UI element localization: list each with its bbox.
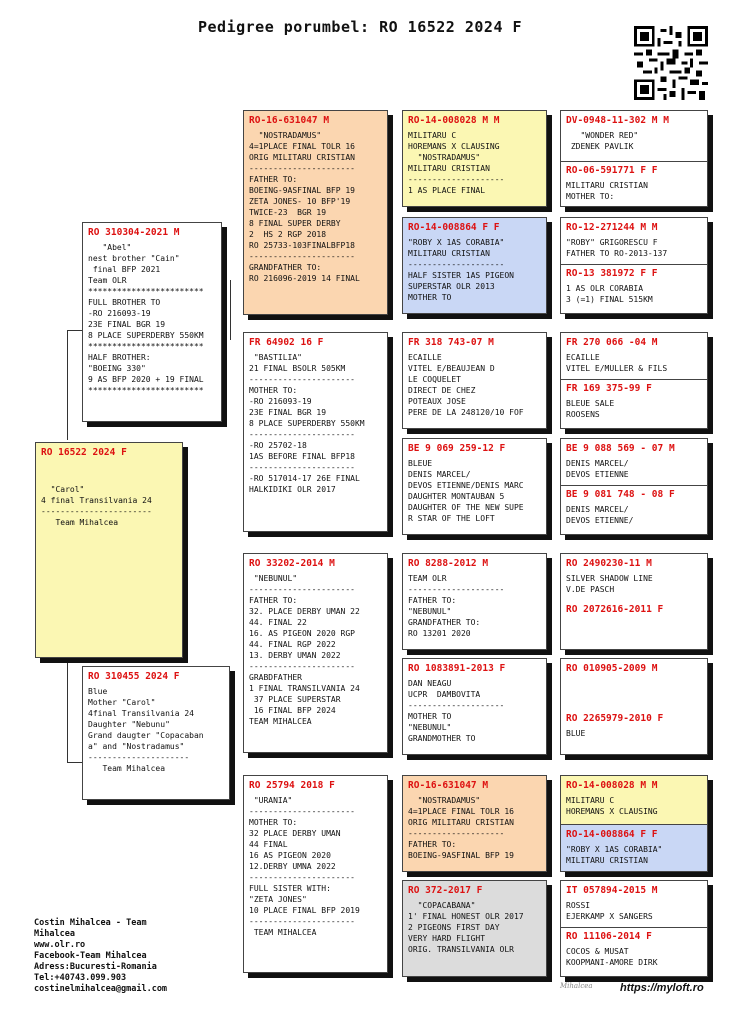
ring-number: RO 310455 2024 F <box>88 671 180 682</box>
pigeon-notes: "Carol" 4 final Transilvania 24 ----------------------- Team Mihalcea <box>41 485 152 527</box>
ring-number: RO-14-008864 F F <box>566 829 658 840</box>
pigeon-notes: BLEUE DENIS MARCEL/ DEVOS ETIENNE/DENIS MARC DAUGHTER MONTAUBAN 5 DAUGHTER OF THE NEW SUPE R STAR OF THE LOFT <box>408 459 524 523</box>
page-title: Pedigree porumbel: RO 16522 2024 F <box>198 18 523 36</box>
ring-number: RO 11106-2014 F <box>566 931 652 942</box>
ring-number: RO-06-591771 F F <box>566 165 658 176</box>
qr-code-icon <box>634 26 708 100</box>
ring-number: RO 8288-2012 M <box>408 558 489 569</box>
gen5-pair-card[interactable] <box>560 775 708 872</box>
ring-number: RO-14-008028 M M <box>408 115 500 126</box>
pigeon-notes: ROSSI EJERKAMP X SANGERS <box>566 901 653 921</box>
connector-line <box>67 762 82 763</box>
ring-number: BE 9 069 259-12 F <box>408 443 506 454</box>
pigeon-notes: ECAILLE VITEL E/BEAUJEAN D LE COQUELET DIRECT DE CHEZ POTEAUX JOSE PERE DE LA 248120/10 FOF <box>408 353 524 417</box>
ring-number: RO 16522 2024 F <box>41 447 127 458</box>
ring-number: RO-16-631047 M <box>249 115 330 126</box>
gen3-card[interactable] <box>243 110 388 315</box>
pigeon-notes: "Abel" nest brother "Cain" final BFP 2021 Team OLR ************************ FULL BROTHER TO -RO 216093-19 23E FINAL BGR 19 8 PLACE SUPERDERBY 550KM ************************ HALF BROTHER: "BOEING 330" 9 AS BFP 2020 + 19 FINAL ************************ <box>88 243 204 395</box>
subject-card[interactable] <box>35 442 183 658</box>
connector-line <box>230 280 231 340</box>
gen4-card[interactable] <box>402 438 547 535</box>
pigeon-notes: "NEBUNUL" ---------------------- FATHER TO: 32. PLACE DERBY UMAN 22 44. FINAL 22 16. AS PIGEON 2020 RGP 44. FINAL RGP 2022 13. DERBY UMAN 2022 ---------------------- GRABDFATHER 1 FINAL TRANSILVANIA 24 37 PLACE SUPERSTAR 16 FINAL BFP 2024 TEAM MIHALCEA <box>249 574 360 726</box>
pigeon-notes: 1 AS OLR CORABIA 3 (=1) FINAL 515KM <box>566 284 653 304</box>
ring-number: DV-0948-11-302 M M <box>566 115 669 126</box>
pigeon-notes: "NOSTRADAMUS" 4=1PLACE FINAL TOLR 16 ORIG MILITARU CRISTIAN -------------------- FATHER TO: BOEING-9ASFINAL BFP 19 <box>408 796 514 860</box>
gen4-card[interactable] <box>402 110 547 207</box>
ring-number: RO 372-2017 F <box>408 885 483 896</box>
pigeon-notes: Blue Mother "Carol" 4final Transilvania 24 Daughter "Nebunu" Grand daugter "Copacaban a" and "Nostradamus" --------------------- Team Mihalcea <box>88 687 204 773</box>
ring-number: FR 64902 16 F <box>249 337 324 348</box>
ring-number: RO 010905-2009 M <box>566 663 658 674</box>
ring-number: RO 2490230-11 M <box>566 558 652 569</box>
dam-card[interactable] <box>82 666 230 800</box>
gen4-card[interactable] <box>402 880 547 977</box>
pigeon-notes: DENIS MARCEL/ DEVOS ETIENNE/ <box>566 505 634 525</box>
pigeon-notes: ECAILLE VITEL E/MULLER & FILS <box>566 353 668 373</box>
pigeon-notes: "NOSTRADAMUS" 4=1PLACE FINAL TOLR 16 ORIG MILITARU CRISTIAN ---------------------- FATHER TO: BOEING-9ASFINAL BFP 19 ZETA JONES- 10 BFP'19 TWICE-23 BGR 19 8 FINAL SUPER DERBY 2 HS 2 RGP 2018 RO 25733-103FINALBFP18 ---------------------- GRANDFATHER TO: RO 216096-2019 14 FINAL <box>249 131 360 283</box>
connector-line <box>67 330 68 440</box>
gen5-pair-card[interactable] <box>560 658 708 755</box>
ring-number: RO 310304-2021 M <box>88 227 180 238</box>
website-link[interactable]: https://myloft.ro <box>620 982 704 994</box>
ring-number: RO-14-008864 F F <box>408 222 500 233</box>
pigeon-notes: DENIS MARCEL/ DEVOS ETIENNE <box>566 459 629 479</box>
gen4-card[interactable] <box>402 217 547 314</box>
gen4-card[interactable] <box>402 658 547 755</box>
ring-number: RO-16-631047 M <box>408 780 489 791</box>
pigeon-notes: MILITARU C HOREMANS X CLAUSING <box>566 796 658 816</box>
gen4-card[interactable] <box>402 775 547 872</box>
ring-number: RO 25794 2018 F <box>249 780 335 791</box>
pigeon-notes: "ROBY" GRIGORESCU F FATHER TO RO-2013-137 <box>566 238 668 258</box>
gen5-pair-card[interactable] <box>560 110 708 207</box>
gen5-pair-card[interactable] <box>560 332 708 429</box>
gen3-card[interactable] <box>243 553 388 753</box>
ring-number: FR 270 066 -04 M <box>566 337 658 348</box>
gen3-card[interactable] <box>243 332 388 532</box>
gen5-pair-card[interactable] <box>560 438 708 535</box>
gen4-card[interactable] <box>402 332 547 429</box>
ring-number: IT 057894-2015 M <box>566 885 658 896</box>
pigeon-notes: "WONDER RED" ZDENEK PAVLIK <box>570 131 639 151</box>
connector-line <box>230 700 231 780</box>
pigeon-notes: "ROBY X 1AS CORABIA" MILITARU CRISTIAN -------------------- HALF SISTER 1AS PIGEON SUPERSTAR OLR 2013 MOTHER TO <box>408 238 514 302</box>
pigeon-notes: "COPACABANA" 1' FINAL HONEST OLR 2017 2 PIGEONS FIRST DAY VERY HARD FLIGHT ORIG. TRANSILVANIA OLR <box>408 901 524 954</box>
ring-number: RO 2072616-2011 F <box>566 604 664 615</box>
gen5-pair-card[interactable] <box>560 553 708 650</box>
pigeon-notes: DAN NEAGU UCPR DAMBOVITA -------------------- MOTHER TO "NEBUNUL" GRANDMOTHER TO <box>408 679 505 743</box>
pigeon-notes: "BASTILIA" 21 FINAL BSOLR 505KM ---------------------- MOTHER TO: -RO 216093-19 23E FINAL BGR 19 8 PLACE SUPERDERBY 550KM ---------------------- -RO 25702-18 1AS BEFORE FINAL BFP18 ---------------------- -RO 517014-17 26E FINAL HALKIDIKI OLR 2017 <box>249 353 365 494</box>
pigeon-notes: "URANIA" ---------------------- MOTHER TO: 32 PLACE DERBY UMAN 44 FINAL 16 AS PIGEON 2020 12.DERBY UMNA 2022 ---------------------- FULL SISTER WITH: "ZETA JONES" 10 PLACE FINAL BFP 2019 ---------------------- TEAM MIHALCEA <box>249 796 360 937</box>
gen3-card[interactable] <box>243 775 388 973</box>
gen4-card[interactable] <box>402 553 547 650</box>
pigeon-notes: TEAM OLR -------------------- FATHER TO: "NEBUNUL" GRANDFATHER TO: RO 13201 2020 <box>408 574 505 638</box>
signature: Mihalcea <box>560 982 593 990</box>
contact-info: Costin Mihalcea - Team Mihalcea www.olr.ro Facebook-Team Mihalcea Adress:Bucuresti-Romania Tel:+40743.099.903 costinelmihalcea@gmail.com <box>34 918 168 994</box>
ring-number: RO 33202-2014 M <box>249 558 335 569</box>
pigeon-notes: SILVER SHADOW LINE V.DE PASCH <box>566 574 653 594</box>
pigeon-notes: MILITARU C HOREMANS X CLAUSING "NOSTRADAMUS" MILITARU CRISTIAN -------------------- 1 AS PLACE FINAL <box>408 131 505 195</box>
gen5-pair-card[interactable] <box>560 880 708 977</box>
ring-number: BE 9 081 748 - 08 F <box>566 489 675 500</box>
pigeon-notes: COCOS & MUSAT KOOPMANI-AMORE DIRK <box>566 947 658 967</box>
ring-number: RO 2265979-2010 F <box>566 713 664 724</box>
ring-number: RO-14-008028 M M <box>566 780 658 791</box>
ring-number: FR 169 375-99 F <box>566 383 652 394</box>
pigeon-notes: MILITARU CRISTIAN MOTHER TO: <box>566 181 648 201</box>
pigeon-notes: BLEUE SALE ROOSENS <box>566 399 615 419</box>
pigeon-notes: "ROBY X 1AS CORABIA" MILITARU CRISTIAN <box>566 845 663 865</box>
connector-line <box>67 330 82 331</box>
sire-card[interactable] <box>82 222 222 422</box>
connector-line <box>67 658 68 763</box>
ring-number: FR 318 743-07 M <box>408 337 494 348</box>
gen5-pair-card[interactable] <box>560 217 708 314</box>
ring-number: RO-12-271244 M M <box>566 222 658 233</box>
ring-number: RO 1083891-2013 F <box>408 663 506 674</box>
ring-number: BE 9 088 569 - 07 M <box>566 443 675 454</box>
ring-number: RO-13 381972 F F <box>566 268 658 279</box>
pigeon-notes: BLUE <box>566 729 586 738</box>
